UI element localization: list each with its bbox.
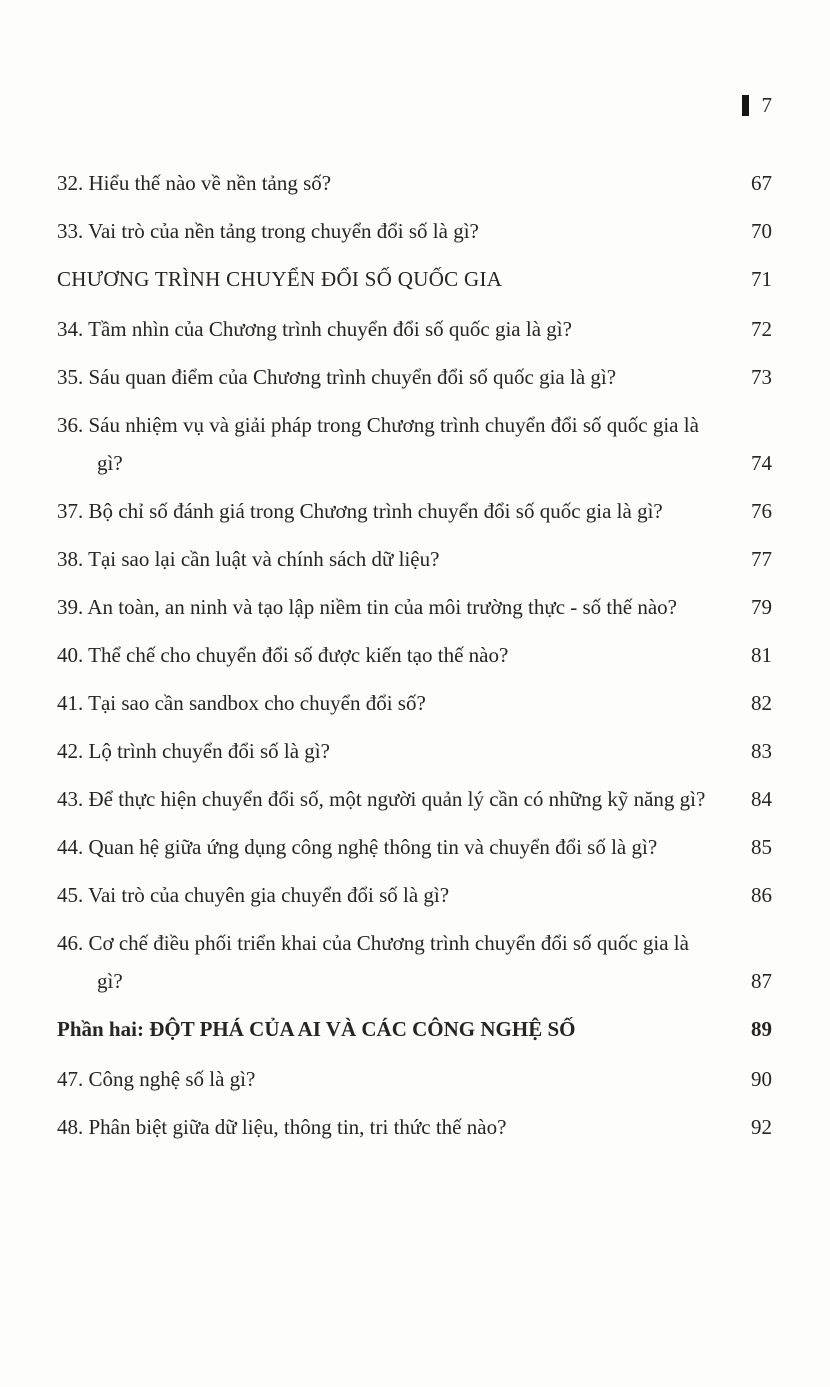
toc-entry-page-number: 86: [751, 883, 772, 907]
toc-entry-title: 35. Sáu quan điểm của Chương trình chuyển đổi số quốc gia là gì?: [57, 365, 617, 389]
toc-entry-page-number: 71: [751, 267, 772, 291]
toc-entry-row: [57, 540, 772, 578]
toc-entry-title: Phần hai: ĐỘT PHÁ CỦA AI VÀ CÁC CÔNG NGHỆ SỐ: [57, 1017, 576, 1041]
toc-entry-title: 43. Để thực hiện chuyển đổi số, một người quản lý cần có những kỹ năng gì?: [57, 787, 706, 811]
table-of-contents: [57, 164, 772, 1146]
toc-entry-row: [57, 780, 772, 818]
toc-entry-title: 47. Công nghệ số là gì?: [57, 1067, 256, 1091]
toc-entry-title: 46. Cơ chế điều phối triển khai của Chương trình chuyển đổi số quốc gia là gì?: [57, 931, 689, 993]
toc-entry-page-number: 90: [751, 1067, 772, 1091]
toc-section-row: [57, 1010, 772, 1048]
toc-entry-title: 44. Quan hệ giữa ứng dụng công nghệ thông tin và chuyển đổi số là gì?: [57, 835, 658, 859]
toc-entry-row: [57, 164, 772, 202]
toc-entry-page-number: 74: [751, 451, 772, 475]
toc-entry-row: [57, 358, 772, 396]
toc-entry-page-number: 81: [751, 643, 772, 667]
toc-entry-title: 37. Bộ chỉ số đánh giá trong Chương trình chuyển đổi số quốc gia là gì?: [57, 499, 663, 523]
toc-entry-row: [57, 1060, 772, 1098]
toc-entry-title: 48. Phân biệt giữa dữ liệu, thông tin, tri thức thế nào?: [57, 1115, 507, 1139]
toc-entry-row: [57, 924, 772, 1000]
toc-entry-page-number: 76: [751, 499, 772, 523]
toc-entry-title: 33. Vai trò của nền tảng trong chuyển đổi số là gì?: [57, 219, 479, 243]
toc-entry-row: [57, 876, 772, 914]
toc-entry-title: 45. Vai trò của chuyên gia chuyển đổi số là gì?: [57, 883, 450, 907]
toc-entry-page-number: 67: [751, 171, 772, 195]
toc-entry-page-number: 79: [751, 595, 772, 619]
toc-entry-title: 32. Hiểu thế nào về nền tảng số?: [57, 171, 332, 195]
toc-section-row: [57, 260, 772, 298]
toc-entry-title: 40. Thể chế cho chuyển đổi số được kiến tạo thế nào?: [57, 643, 509, 667]
toc-entry-row: [57, 684, 772, 722]
toc-entry-row: [57, 406, 772, 482]
toc-entry-page-number: 70: [751, 219, 772, 243]
running-head: [57, 92, 772, 118]
toc-entry-title: 42. Lộ trình chuyển đổi số là gì?: [57, 739, 330, 763]
folio-bar-icon: [742, 95, 749, 116]
toc-entry-title: CHƯƠNG TRÌNH CHUYỂN ĐỔI SỐ QUỐC GIA: [57, 267, 503, 291]
toc-entry-row: [57, 310, 772, 348]
toc-entry-row: [57, 212, 772, 250]
toc-entry-page-number: 92: [751, 1115, 772, 1139]
page-number: 7: [761, 92, 772, 117]
toc-entry-title: 41. Tại sao cần sandbox cho chuyển đổi số?: [57, 691, 426, 715]
toc-entry-row: [57, 588, 772, 626]
toc-entry-page-number: 83: [751, 739, 772, 763]
toc-entry-row: [57, 828, 772, 866]
toc-entry-page-number: 77: [751, 547, 772, 571]
toc-entry-title: 34. Tầm nhìn của Chương trình chuyển đổi số quốc gia là gì?: [57, 317, 572, 341]
toc-entry-page-number: 82: [751, 691, 772, 715]
toc-entry-title: 38. Tại sao lại cần luật và chính sách dữ liệu?: [57, 547, 440, 571]
toc-entry-page-number: 87: [751, 969, 772, 993]
toc-entry-page-number: 89: [751, 1017, 772, 1041]
toc-entry-page-number: 73: [751, 365, 772, 389]
toc-entry-row: [57, 636, 772, 674]
toc-entry-page-number: 85: [751, 835, 772, 859]
toc-entry-page-number: 72: [751, 317, 772, 341]
toc-entry-page-number: 84: [751, 787, 772, 811]
toc-entry-row: [57, 1108, 772, 1146]
toc-entry-row: [57, 732, 772, 770]
toc-entry-row: [57, 492, 772, 530]
toc-entry-title: 39. An toàn, an ninh và tạo lập niềm tin của môi trường thực - số thế nào?: [57, 595, 677, 619]
toc-entry-title: 36. Sáu nhiệm vụ và giải pháp trong Chương trình chuyển đổi số quốc gia là gì?: [57, 413, 699, 475]
